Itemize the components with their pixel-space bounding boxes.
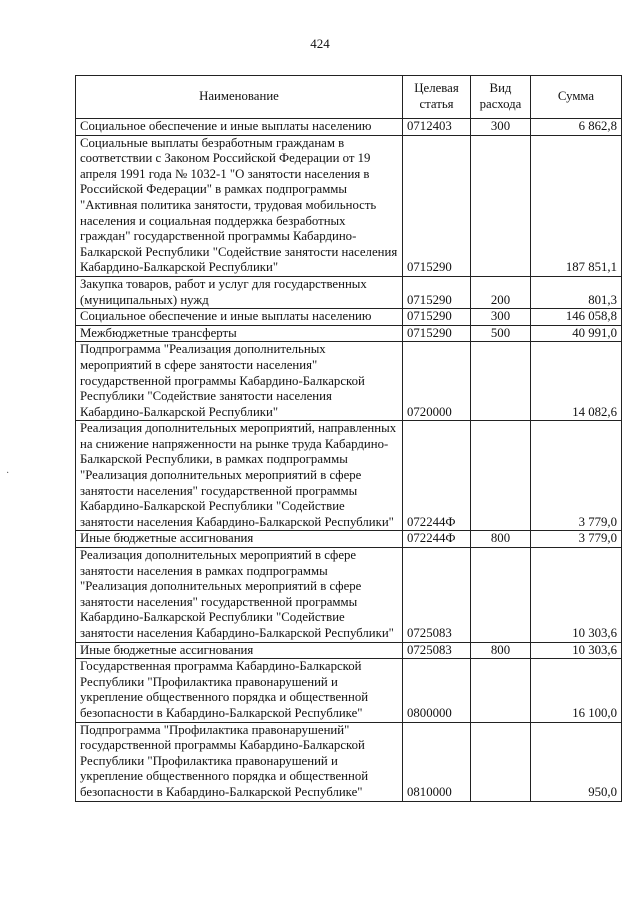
header-name: Наименование bbox=[76, 76, 403, 119]
table-row bbox=[76, 421, 622, 531]
stray-mark: · bbox=[6, 468, 10, 479]
row-expense-type bbox=[471, 659, 531, 722]
row-target-article: 0715290 bbox=[403, 325, 471, 342]
row-name: Иные бюджетные ассигнования bbox=[76, 531, 403, 548]
table-row bbox=[76, 309, 622, 326]
row-name: Закупка товаров, работ и услуг для государственных (муниципальных) нужд bbox=[76, 276, 403, 308]
row-expense-type: 200 bbox=[471, 276, 531, 308]
row-sum: 10 303,6 bbox=[531, 548, 622, 643]
row-sum: 950,0 bbox=[531, 722, 622, 801]
row-sum: 3 779,0 bbox=[531, 421, 622, 531]
table-row bbox=[76, 548, 622, 643]
row-sum: 187 851,1 bbox=[531, 135, 622, 276]
row-sum: 10 303,6 bbox=[531, 642, 622, 659]
row-target-article: 0715290 bbox=[403, 276, 471, 308]
row-name: Социальное обеспечение и иные выплаты населению bbox=[76, 309, 403, 326]
row-target-article: 0715290 bbox=[403, 309, 471, 326]
row-target-article: 0712403 bbox=[403, 119, 471, 136]
row-target-article: 0720000 bbox=[403, 342, 471, 421]
table-row bbox=[76, 642, 622, 659]
row-name: Государственная программа Кабардино-Балкарской Республики "Профилактика правонарушений и укрепление общественного порядка и общественной безопасности в Кабардино-Балкарской Республике" bbox=[76, 659, 403, 722]
row-expense-type: 300 bbox=[471, 309, 531, 326]
header-sum: Сумма bbox=[531, 76, 622, 119]
row-target-article: 0800000 bbox=[403, 659, 471, 722]
row-expense-type bbox=[471, 135, 531, 276]
table-row bbox=[76, 119, 622, 136]
row-sum: 801,3 bbox=[531, 276, 622, 308]
table-row bbox=[76, 276, 622, 308]
row-sum: 14 082,6 bbox=[531, 342, 622, 421]
row-name: Социальные выплаты безработным гражданам в соответствии с Законом Российской Федерации от 19 апреля 1991 года № 1032-1 "О занятости населения в Российской Федерации" в рамках подпрограммы "Активная политика занятости, трудовая мобильность населения и социальная поддержка безработных граждан" государственной программы Кабардино-Балкарской Республики "Содействие занятости населения Кабардино-Балкарской Республики" bbox=[76, 135, 403, 276]
table-row bbox=[76, 135, 622, 276]
table-header-row bbox=[76, 76, 622, 119]
row-target-article: 072244Ф bbox=[403, 421, 471, 531]
row-name: Иные бюджетные ассигнования bbox=[76, 642, 403, 659]
row-name: Подпрограмма "Профилактика правонарушений" государственной программы Кабардино-Балкарской Республики "Профилактика правонарушений и укрепление общественного порядка и общественной безопасности в Кабардино-Балкарской Республике" bbox=[76, 722, 403, 801]
header-expense-type: Вид расхода bbox=[471, 76, 531, 119]
table-row bbox=[76, 531, 622, 548]
row-target-article: 0810000 bbox=[403, 722, 471, 801]
table-row bbox=[76, 722, 622, 801]
row-expense-type bbox=[471, 421, 531, 531]
row-expense-type bbox=[471, 342, 531, 421]
row-sum: 40 991,0 bbox=[531, 325, 622, 342]
row-expense-type: 800 bbox=[471, 531, 531, 548]
row-sum: 16 100,0 bbox=[531, 659, 622, 722]
row-name: Межбюджетные трансферты bbox=[76, 325, 403, 342]
row-sum: 146 058,8 bbox=[531, 309, 622, 326]
row-expense-type: 500 bbox=[471, 325, 531, 342]
row-name: Подпрограмма "Реализация дополнительных мероприятий в сфере занятости населения" государственной программы Кабардино-Балкарской Республики "Содействие занятости населения Кабардино-Балкарской Республики" bbox=[76, 342, 403, 421]
row-expense-type bbox=[471, 722, 531, 801]
page-number: 424 bbox=[310, 36, 330, 51]
table-row bbox=[76, 325, 622, 342]
budget-table bbox=[75, 75, 622, 802]
row-name: Реализация дополнительных мероприятий, направленных на снижение напряженности на рынке труда Кабардино-Балкарской Республики, в рамках подпрограммы "Реализация дополнительных мероприятий в сфере занятости населения" государственной программы Кабардино-Балкарской Республики "Содействие занятости населения Кабардино-Балкарской Республики" bbox=[76, 421, 403, 531]
row-target-article: 0725083 bbox=[403, 548, 471, 643]
row-target-article: 0725083 bbox=[403, 642, 471, 659]
row-target-article: 072244Ф bbox=[403, 531, 471, 548]
row-expense-type: 300 bbox=[471, 119, 531, 136]
table-row bbox=[76, 659, 622, 722]
row-name: Реализация дополнительных мероприятий в сфере занятости населения в рамках подпрограммы "Реализация дополнительных мероприятий в сфере занятости населения" государственной программы Кабардино-Балкарской Республики "Содействие занятости населения Кабардино-Балкарской Республики" bbox=[76, 548, 403, 643]
row-sum: 6 862,8 bbox=[531, 119, 622, 136]
table-row bbox=[76, 342, 622, 421]
row-name: Социальное обеспечение и иные выплаты населению bbox=[76, 119, 403, 136]
row-expense-type bbox=[471, 548, 531, 643]
header-target-article: Целевая статья bbox=[403, 76, 471, 119]
row-expense-type: 800 bbox=[471, 642, 531, 659]
row-sum: 3 779,0 bbox=[531, 531, 622, 548]
row-target-article: 0715290 bbox=[403, 135, 471, 276]
